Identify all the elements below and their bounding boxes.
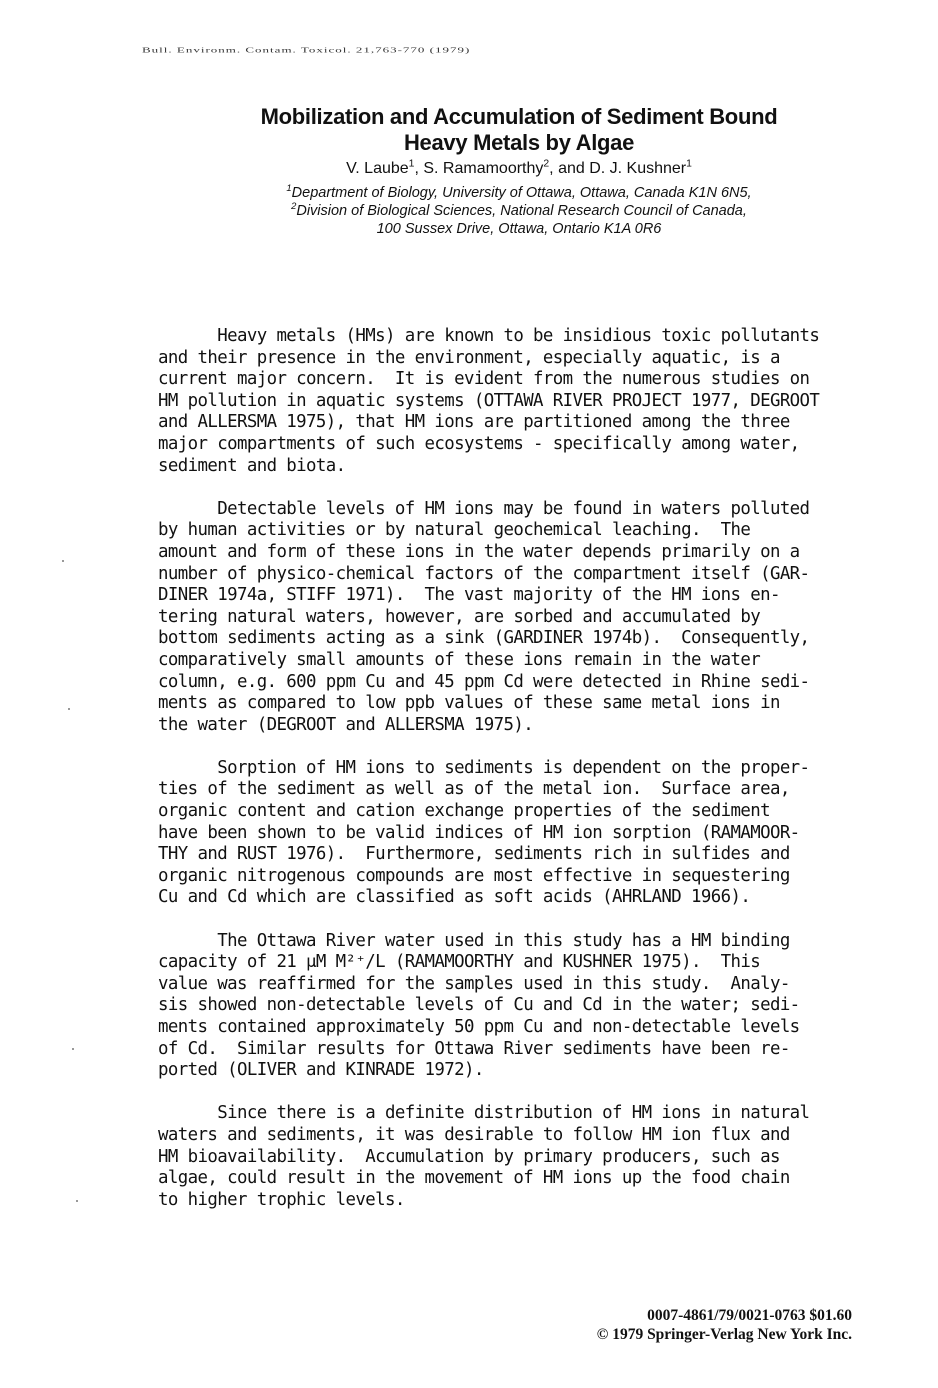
text-line: major compartments of such ecosystems - specifically among water,	[158, 433, 800, 454]
text-line: waters and sediments, it was desirable to follow HM ion flux and	[158, 1124, 790, 1145]
paragraph	[158, 499, 878, 737]
author-mark: 1	[408, 158, 415, 170]
text-line: ported (OLIVER and KINRADE 1972).	[158, 1060, 484, 1081]
affiliation-text: Department of Biology, University of Ottawa, Ottawa, Canada K1N 6N5,	[291, 185, 752, 201]
paragraph	[158, 326, 878, 477]
text-line: and ALLERSMA 1975), that HM ions are partitioned among the three	[158, 412, 790, 433]
text-line: THY and RUST 1976). Furthermore, sediments rich in sulfides and	[158, 844, 790, 865]
author-separator: , and	[549, 160, 590, 177]
text-line: Since there is a definite distribution of HM ions in natural	[158, 1103, 810, 1124]
affiliation-line	[140, 220, 898, 238]
text-line: HM bioavailability. Accumulation by primary producers, such as	[158, 1146, 780, 1167]
text-line: Sorption of HM ions to sediments is dependent on the proper-	[158, 757, 810, 778]
affiliation-mark: 2	[291, 200, 297, 212]
author-list	[140, 160, 898, 178]
author-name: V. Laube	[346, 160, 409, 177]
affiliation-text: Division of Biological Sciences, National Research Council of Canada,	[296, 203, 747, 219]
scan-speck	[62, 560, 64, 562]
text-line: current major concern. It is evident from the numerous studies on	[158, 369, 810, 390]
text-line: DINER 1974a, STIFF 1971). The vast majority of the HM ions en-	[158, 585, 780, 606]
text-line: Heavy metals (HMs) are known to be insidious toxic pollutants	[158, 326, 820, 346]
scan-speck	[76, 1200, 78, 1202]
text-line: of Cd. Similar results for Ottawa River sediments have been re-	[158, 1038, 790, 1059]
author-mark: 1	[686, 158, 692, 170]
author-separator: ,	[414, 160, 424, 177]
text-line: ments contained approximately 50 ppm Cu and non-detectable levels	[158, 1017, 800, 1037]
text-line: ties of the sediment as well as of the metal ion. Surface area,	[158, 779, 790, 800]
affiliation-text: 100 Sussex Drive, Ottawa, Ontario K1A 0R6	[376, 221, 662, 237]
text-line: column, e.g. 600 ppm Cu and 45 ppm Cd were detected in Rhine sedi-	[158, 671, 810, 692]
text-line: comparatively small amounts of these ions remain in the water	[158, 649, 761, 670]
text-line: the water (DEGROOT and ALLERSMA 1975).	[158, 714, 534, 735]
article-title	[140, 104, 898, 156]
affiliation-line	[140, 184, 898, 202]
author-mark: 2	[543, 158, 550, 170]
affiliation-line	[140, 202, 898, 220]
issn-price: 0007-4861/79/0021-0763 $01.60	[647, 1307, 852, 1324]
scan-speck	[72, 1048, 74, 1050]
text-line: Cu and Cd which are classified as soft acids (AHRLAND 1966).	[158, 887, 751, 908]
text-line: amount and form of these ions in the water depends primarily on a	[158, 541, 800, 562]
title-line-1: Mobilization and Accumulation of Sediment Bound	[260, 104, 778, 129]
text-line: capacity of 21 μM M²⁺/L (RAMAMOORTHY and KUSHNER 1975). This	[158, 952, 761, 973]
affiliation-mark: 1	[286, 182, 292, 194]
text-line: to higher trophic levels.	[158, 1189, 405, 1210]
paragraph	[158, 1103, 878, 1211]
text-line: bottom sediments acting as a sink (GARDINER 1974b). Consequently,	[158, 628, 810, 649]
text-line: algae, could result in the movement of HM ions up the food chain	[158, 1168, 790, 1189]
text-line: value was reaffirmed for the samples used in this study. Analy-	[158, 973, 790, 994]
paragraph	[158, 758, 878, 909]
text-line: HM pollution in aquatic systems (OTTAWA RIVER PROJECT 1977, DEGROOT	[158, 390, 820, 411]
text-line: number of physico-chemical factors of the compartment itself (GAR-	[158, 563, 810, 584]
text-line: and their presence in the environment, especially aquatic, is a	[158, 347, 780, 368]
author-name: S. Ramamoorthy	[423, 160, 544, 177]
title-line-2: Heavy Metals by Algae	[403, 130, 635, 155]
text-line: Detectable levels of HM ions may be found in waters polluted	[158, 498, 810, 519]
copyright-line: © 1979 Springer-Verlag New York Inc.	[596, 1326, 852, 1343]
text-line: have been shown to be valid indices of HM ion sorption (RAMAMOOR-	[158, 822, 800, 843]
text-line: sis showed non-detectable levels of Cu and Cd in the water; sedi-	[158, 995, 800, 1016]
text-line: The Ottawa River water used in this study has a HM binding	[158, 930, 790, 951]
affiliations	[140, 184, 898, 238]
scan-speck	[68, 708, 70, 710]
text-line: sediment and biota.	[158, 455, 346, 476]
text-line: organic content and cation exchange properties of the sediment	[158, 801, 770, 822]
copyright-footer	[597, 1306, 852, 1344]
text-line: organic nitrogenous compounds are most effective in sequestering	[158, 865, 790, 886]
text-line: tering natural waters, however, are sorbed and accumulated by	[158, 606, 761, 627]
running-head: Bull. Environm. Contam. Toxicol. 21,763-770 (1979)	[142, 46, 471, 55]
paragraph	[158, 931, 878, 1082]
author-name: D. J. Kushner	[589, 160, 687, 177]
body-text	[158, 326, 878, 1233]
text-line: by human activities or by natural geochemical leaching. The	[158, 520, 751, 541]
text-line: ments as compared to low ppb values of these same metal ions in	[158, 693, 780, 714]
